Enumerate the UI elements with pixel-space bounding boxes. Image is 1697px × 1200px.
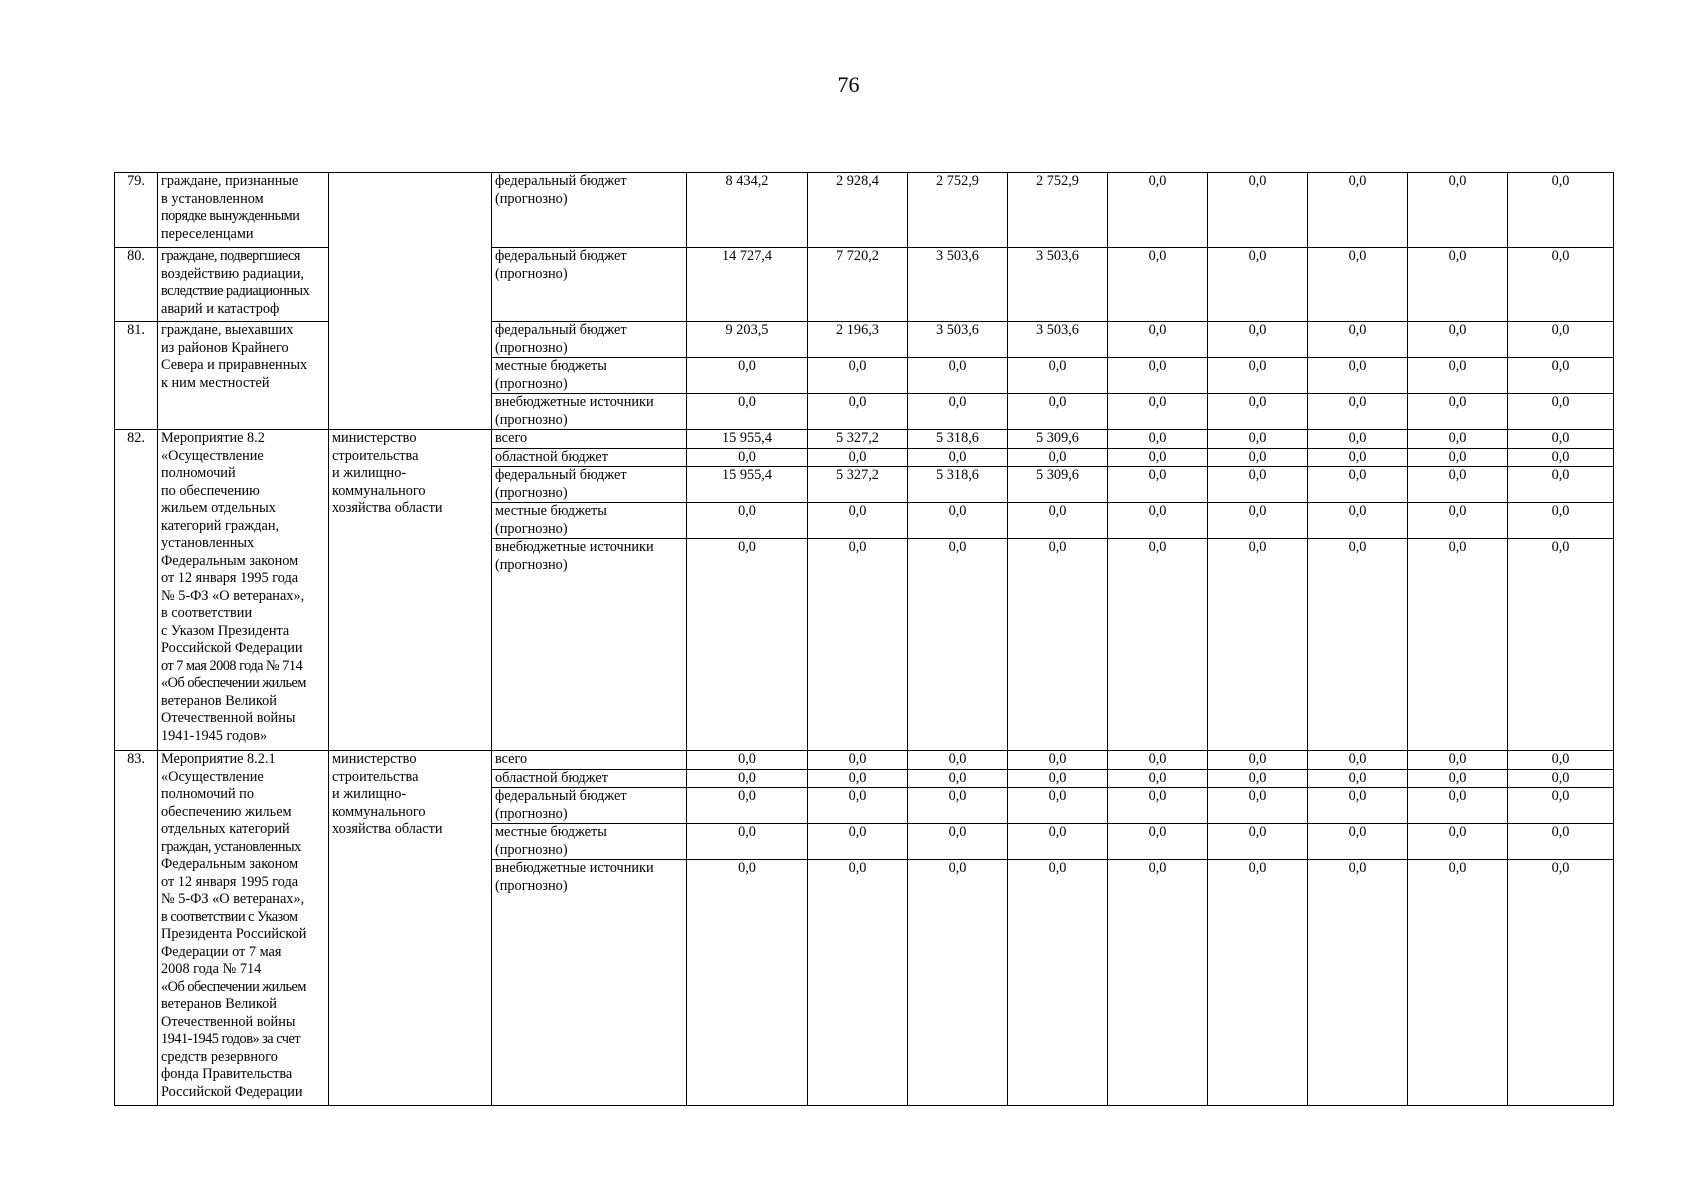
amount-cell: 15 955,4 (687, 467, 808, 503)
amount-cell: 0,0 (808, 448, 908, 467)
amount-cell: 0,0 (808, 503, 908, 539)
amount-cell: 2 928,4 (808, 173, 908, 248)
funding-source (492, 769, 687, 788)
amount-cell: 0,0 (808, 751, 908, 770)
measure-name (158, 322, 329, 430)
amount-cell: 0,0 (1508, 788, 1614, 824)
row-number: 79. (115, 173, 158, 248)
amount-cell: 0,0 (1508, 467, 1614, 503)
funding-source (492, 358, 687, 394)
amount-cell: 0,0 (687, 860, 808, 1106)
amount-cell: 0,0 (908, 448, 1008, 467)
funding-source (492, 248, 687, 322)
amount-cell: 0,0 (1108, 860, 1208, 1106)
amount-cell: 0,0 (1208, 248, 1308, 322)
funding-source (492, 173, 687, 248)
amount-cell: 0,0 (687, 751, 808, 770)
amount-cell: 0,0 (1308, 769, 1408, 788)
measure-name-line: по обеспечению (161, 482, 260, 499)
funding-source-line: федеральный бюджет (495, 173, 627, 189)
measure-name-line: отдельных категорий (161, 821, 290, 837)
amount-cell: 0,0 (808, 358, 908, 394)
measure-name-line: средств резервного (161, 1048, 278, 1065)
amount-cell: 0,0 (1408, 860, 1508, 1106)
measure-name-line: № 5-ФЗ «О ветеранах», (161, 891, 305, 907)
amount-cell: 0,0 (1308, 860, 1408, 1106)
amount-cell: 2 752,9 (1008, 173, 1108, 248)
amount-cell: 2 752,9 (908, 173, 1008, 248)
amount-cell: 0,0 (1108, 430, 1208, 449)
amount-cell: 0,0 (1408, 824, 1508, 860)
amount-cell: 0,0 (1108, 394, 1208, 430)
table-row (115, 248, 1614, 322)
executor-line: хозяйства области (332, 500, 443, 516)
amount-cell: 0,0 (1208, 503, 1308, 539)
amount-cell: 0,0 (1408, 322, 1508, 358)
amount-cell: 0,0 (908, 503, 1008, 539)
funding-source (492, 824, 687, 860)
amount-cell: 0,0 (687, 769, 808, 788)
measure-name-line: жильем отдельных (161, 500, 276, 516)
amount-cell: 0,0 (1208, 788, 1308, 824)
amount-cell: 2 196,3 (808, 322, 908, 358)
funding-source-line: (прогнозно) (495, 556, 568, 573)
executor-line: и жилищно- (332, 786, 407, 802)
executor-line: хозяйства области (332, 821, 443, 837)
amount-cell: 0,0 (1208, 394, 1308, 430)
funding-source-line: (прогнозно) (495, 841, 568, 858)
amount-cell: 0,0 (1108, 248, 1208, 322)
amount-cell: 7 720,2 (808, 248, 908, 322)
measure-name-line: Отечественной войны (161, 710, 296, 726)
amount-cell: 0,0 (808, 539, 908, 751)
measure-name-line: Федерации от 7 мая (161, 943, 282, 960)
amount-cell: 0,0 (1508, 860, 1614, 1106)
amount-cell: 0,0 (1008, 751, 1108, 770)
measure-name-line: «Осуществление (161, 768, 264, 785)
table-row (115, 322, 1614, 358)
amount-cell: 0,0 (1508, 358, 1614, 394)
funding-source-line: местные бюджеты (495, 503, 607, 519)
amount-cell: 0,0 (908, 539, 1008, 751)
amount-cell: 14 727,4 (687, 248, 808, 322)
amount-cell: 0,0 (1508, 248, 1614, 322)
table-row (115, 173, 1614, 248)
funding-source-line: внебюджетные источники (495, 539, 654, 555)
amount-cell: 0,0 (1508, 322, 1614, 358)
funding-source (492, 467, 687, 503)
row-number: 80. (115, 248, 158, 322)
measure-name-line: от 12 января 1995 года (161, 570, 299, 586)
amount-cell: 0,0 (1108, 769, 1208, 788)
measure-name-line: «Об обеспечении жильем (161, 978, 306, 995)
measure-name-line: ветеранов Великой (161, 996, 277, 1012)
executor-line: министерство (332, 430, 417, 446)
amount-cell: 0,0 (1408, 394, 1508, 430)
amount-cell: 0,0 (1008, 503, 1108, 539)
amount-cell: 3 503,6 (908, 322, 1008, 358)
amount-cell: 0,0 (1508, 769, 1614, 788)
measure-name-line: из районов Крайнего (161, 339, 289, 356)
row-number: 81. (115, 322, 158, 430)
amount-cell: 0,0 (1408, 467, 1508, 503)
measure-name (158, 248, 329, 322)
amount-cell: 0,0 (1108, 322, 1208, 358)
funding-source (492, 448, 687, 467)
amount-cell: 0,0 (1308, 322, 1408, 358)
amount-cell: 0,0 (1308, 173, 1408, 248)
table-row (115, 430, 1614, 449)
amount-cell: 0,0 (1208, 860, 1308, 1106)
amount-cell: 0,0 (687, 503, 808, 539)
measure-name-line: № 5-ФЗ «О ветеранах», (161, 587, 305, 604)
funding-source-line: областной бюджет (495, 448, 608, 465)
amount-cell: 0,0 (908, 788, 1008, 824)
amount-cell: 0,0 (1208, 751, 1308, 770)
funding-source-line: (прогнозно) (495, 265, 568, 282)
measure-name-line: граждане, признанные (161, 173, 299, 189)
amount-cell: 0,0 (1408, 358, 1508, 394)
amount-cell: 0,0 (908, 860, 1008, 1106)
amount-cell: 0,0 (1308, 503, 1408, 539)
executor-line: строительства (332, 768, 419, 785)
measure-name-line: Мероприятие 8.2.1 (161, 751, 276, 767)
executor-line: и жилищно- (332, 465, 407, 481)
funding-source-line: федеральный бюджет (495, 788, 627, 804)
amount-cell: 3 503,6 (1008, 248, 1108, 322)
amount-cell: 0,0 (1108, 467, 1208, 503)
funding-source-line: федеральный бюджет (495, 322, 627, 338)
table-row (115, 751, 1614, 770)
amount-cell: 0,0 (1208, 430, 1308, 449)
executor-line: коммунального (332, 803, 426, 820)
amount-cell: 9 203,5 (687, 322, 808, 358)
budget-table (114, 172, 1614, 1106)
amount-cell: 0,0 (1308, 394, 1408, 430)
amount-cell: 0,0 (1508, 503, 1614, 539)
amount-cell: 0,0 (1508, 824, 1614, 860)
executor (329, 322, 492, 430)
measure-name (158, 751, 329, 1106)
measure-name-line: от 12 января 1995 года (161, 873, 299, 890)
measure-name-line: Президента Российской (161, 926, 307, 942)
measure-name-line: «Об обеспечении жильем (161, 675, 306, 691)
measure-name-line: обеспечению жильем (161, 803, 292, 820)
amount-cell: 5 318,6 (908, 430, 1008, 449)
amount-cell: 0,0 (908, 394, 1008, 430)
amount-cell: 0,0 (1308, 788, 1408, 824)
measure-name-line: полномочий (161, 465, 236, 481)
measure-name-line: полномочий по (161, 786, 254, 802)
executor (329, 248, 492, 322)
amount-cell: 0,0 (1408, 173, 1508, 248)
amount-cell: 5 318,6 (908, 467, 1008, 503)
measure-name-line: граждан, установленных (161, 838, 301, 855)
measure-name-line: Мероприятие 8.2 (161, 430, 265, 446)
amount-cell: 0,0 (1208, 173, 1308, 248)
measure-name-line: граждане, выехавших (161, 322, 294, 338)
amount-cell: 0,0 (1308, 430, 1408, 449)
funding-source-line: (прогнозно) (495, 805, 568, 822)
measure-name-line: Российской Федерации (161, 1083, 303, 1100)
amount-cell: 0,0 (1408, 448, 1508, 467)
measure-name-line: Российской Федерации (161, 640, 303, 656)
amount-cell: 0,0 (687, 358, 808, 394)
amount-cell: 0,0 (808, 860, 908, 1106)
measure-name-line: в соответствии (161, 605, 253, 621)
funding-source-line: (прогнозно) (495, 520, 568, 537)
amount-cell: 0,0 (1508, 539, 1614, 751)
amount-cell: 0,0 (1308, 824, 1408, 860)
amount-cell: 0,0 (1308, 467, 1408, 503)
amount-cell: 0,0 (687, 824, 808, 860)
amount-cell: 0,0 (1208, 467, 1308, 503)
funding-source-line: местные бюджеты (495, 358, 607, 374)
measure-name-line: 1941-1945 годов» (161, 727, 268, 744)
amount-cell: 0,0 (1408, 769, 1508, 788)
amount-cell: 0,0 (1308, 358, 1408, 394)
measure-name-line: категорий граждан, (161, 517, 280, 534)
measure-name-line: аварий и катастроф (161, 300, 280, 317)
measure-name-line: в установленном (161, 190, 264, 207)
amount-cell: 0,0 (1008, 358, 1108, 394)
measure-name-line: переселенцами (161, 225, 254, 242)
amount-cell: 0,0 (1108, 539, 1208, 751)
measure-name-line: граждане, подвергшиеся (161, 248, 300, 264)
funding-source-line: внебюджетные источники (495, 860, 654, 876)
measure-name (158, 430, 329, 751)
measure-name-line: 2008 года № 714 (161, 961, 262, 977)
executor-line: строительства (332, 447, 419, 464)
funding-source-line: федеральный бюджет (495, 467, 627, 483)
amount-cell: 5 327,2 (808, 430, 908, 449)
funding-source-line: (прогнозно) (495, 190, 568, 207)
amount-cell: 0,0 (1408, 788, 1508, 824)
measure-name (158, 173, 329, 248)
amount-cell: 5 309,6 (1008, 430, 1108, 449)
amount-cell: 0,0 (1208, 448, 1308, 467)
measure-name-line: в соответствии с Указом (161, 908, 298, 925)
amount-cell: 0,0 (687, 788, 808, 824)
amount-cell: 0,0 (1508, 173, 1614, 248)
measure-name-line: Севера и приравненных (161, 357, 308, 373)
executor (329, 430, 492, 751)
amount-cell: 0,0 (1008, 769, 1108, 788)
measure-name-line: Федеральным законом (161, 552, 299, 569)
amount-cell: 0,0 (1308, 448, 1408, 467)
funding-source (492, 751, 687, 770)
amount-cell: 0,0 (808, 788, 908, 824)
amount-cell: 3 503,6 (908, 248, 1008, 322)
amount-cell: 0,0 (1108, 173, 1208, 248)
executor (329, 173, 492, 248)
amount-cell: 0,0 (1208, 824, 1308, 860)
amount-cell: 0,0 (1208, 539, 1308, 751)
measure-name-line: 1941-1945 годов» за счет (161, 1031, 301, 1047)
funding-source (492, 394, 687, 430)
amount-cell: 0,0 (1108, 503, 1208, 539)
amount-cell: 0,0 (1008, 394, 1108, 430)
funding-source (492, 860, 687, 1106)
funding-source-line: всего (495, 751, 528, 767)
amount-cell: 0,0 (687, 394, 808, 430)
measure-name-line: с Указом Президента (161, 622, 290, 639)
amount-cell: 0,0 (687, 448, 808, 467)
amount-cell: 0,0 (1008, 824, 1108, 860)
funding-source (492, 430, 687, 449)
executor-line: коммунального (332, 482, 426, 499)
amount-cell: 0,0 (1108, 358, 1208, 394)
measure-name-line: ветеранов Великой (161, 692, 277, 709)
funding-source-line: всего (495, 430, 528, 446)
funding-source-line: местные бюджеты (495, 824, 607, 840)
row-number: 82. (115, 430, 158, 751)
amount-cell: 0,0 (1308, 751, 1408, 770)
measure-name-line: порядке вынужденными (161, 208, 300, 224)
amount-cell: 0,0 (1008, 448, 1108, 467)
measure-name-line: фонда Правительства (161, 1066, 293, 1082)
amount-cell: 0,0 (1208, 358, 1308, 394)
row-number: 83. (115, 751, 158, 1106)
amount-cell: 0,0 (687, 539, 808, 751)
amount-cell: 0,0 (908, 824, 1008, 860)
executor (329, 751, 492, 1106)
amount-cell: 0,0 (1308, 248, 1408, 322)
funding-source-line: федеральный бюджет (495, 248, 627, 264)
funding-source (492, 788, 687, 824)
funding-source (492, 503, 687, 539)
amount-cell: 0,0 (808, 394, 908, 430)
amount-cell: 3 503,6 (1008, 322, 1108, 358)
amount-cell: 5 327,2 (808, 467, 908, 503)
amount-cell: 0,0 (1308, 539, 1408, 751)
amount-cell: 0,0 (1108, 788, 1208, 824)
amount-cell: 0,0 (908, 358, 1008, 394)
amount-cell: 0,0 (1208, 322, 1308, 358)
amount-cell: 0,0 (1208, 769, 1308, 788)
amount-cell: 0,0 (1408, 248, 1508, 322)
amount-cell: 0,0 (808, 769, 908, 788)
measure-name-line: «Осуществление (161, 447, 264, 464)
amount-cell: 0,0 (808, 824, 908, 860)
amount-cell: 0,0 (1008, 539, 1108, 751)
measure-name-line: установленных (161, 535, 255, 551)
amount-cell: 0,0 (1008, 788, 1108, 824)
amount-cell: 8 434,2 (687, 173, 808, 248)
amount-cell: 0,0 (1108, 824, 1208, 860)
page-number: 76 (837, 72, 860, 97)
measure-name-line: Федеральным законом (161, 856, 299, 872)
measure-name-line: вследствие радиационных (161, 283, 310, 299)
amount-cell: 0,0 (1408, 430, 1508, 449)
funding-source-line: (прогнозно) (495, 339, 568, 356)
amount-cell: 0,0 (1508, 751, 1614, 770)
amount-cell: 5 309,6 (1008, 467, 1108, 503)
funding-source-line: (прогнозно) (495, 375, 568, 392)
amount-cell: 0,0 (908, 751, 1008, 770)
funding-source-line: областной бюджет (495, 769, 608, 786)
amount-cell: 0,0 (1108, 448, 1208, 467)
amount-cell: 0,0 (908, 769, 1008, 788)
amount-cell: 0,0 (1508, 394, 1614, 430)
funding-source (492, 539, 687, 751)
measure-name-line: к ним местностей (161, 374, 270, 391)
amount-cell: 0,0 (1108, 751, 1208, 770)
funding-source-line: (прогнозно) (495, 411, 568, 428)
amount-cell: 0,0 (1508, 430, 1614, 449)
amount-cell: 15 955,4 (687, 430, 808, 449)
amount-cell: 0,0 (1508, 448, 1614, 467)
funding-source-line: внебюджетные источники (495, 394, 654, 410)
measure-name-line: от 7 мая 2008 года № 714 (161, 657, 303, 674)
amount-cell: 0,0 (1008, 860, 1108, 1106)
amount-cell: 0,0 (1408, 539, 1508, 751)
amount-cell: 0,0 (1408, 503, 1508, 539)
funding-source (492, 322, 687, 358)
funding-source-line: (прогнозно) (495, 484, 568, 501)
executor-line: министерство (332, 751, 417, 767)
amount-cell: 0,0 (1408, 751, 1508, 770)
funding-source-line: (прогнозно) (495, 877, 568, 894)
measure-name-line: Отечественной войны (161, 1013, 296, 1030)
measure-name-line: воздействию радиации, (161, 265, 305, 282)
